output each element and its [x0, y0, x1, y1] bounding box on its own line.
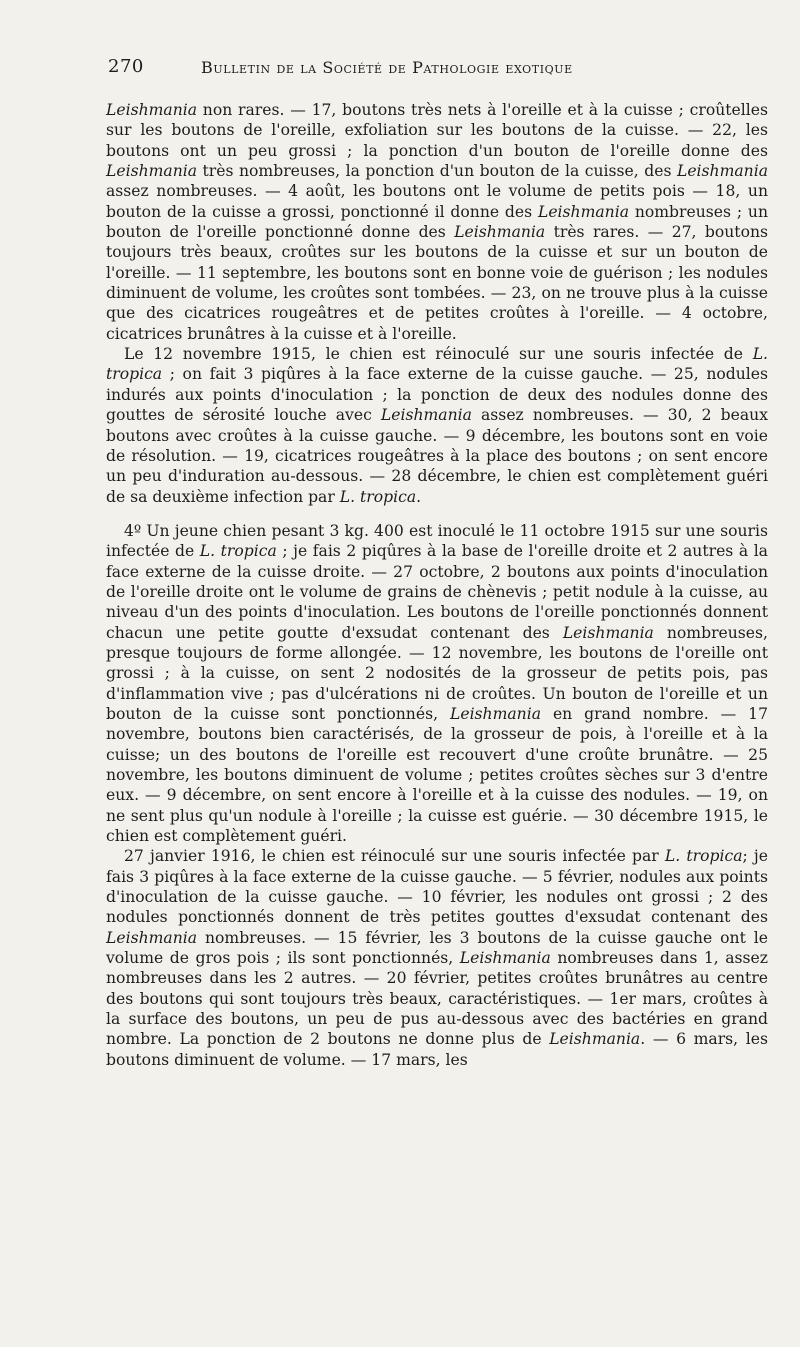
italic-term: L. tropica	[106, 345, 768, 384]
page-header	[108, 56, 768, 84]
page-number: 270	[108, 56, 144, 77]
text-run: nombreuses ; un bouton de l'oreille ponctionné donne des	[106, 202, 768, 242]
text-run: nombreuses. — 15 février, les 3 boutons de la cuisse gauche ont le volume de gros pois ; ils sont ponctionnés,	[106, 928, 768, 968]
running-title: Bulletin de la Société de Pathologie exotique	[201, 58, 573, 77]
body-text	[106, 100, 768, 1070]
text-run: non rares. — 17, boutons très nets à l'oreille et à la cuisse ; croûtelles sur les boutons de l'oreille, exfoliation sur les boutons de la cuisse. — 22, les boutons ont un peu grossi ; la ponction d'un bouton de l'oreille donne des	[106, 101, 768, 160]
paragraph-3	[106, 521, 768, 847]
text-run: .	[416, 487, 422, 506]
italic-term: Leishmania	[106, 101, 198, 119]
paragraph-1	[106, 100, 768, 344]
text-run: nombreuses dans 1, assez nombreuses dans les 2 autres. — 20 février, petites croûtes brunâtres au centre des boutons qui sont toujours très beaux, caractéristiques. — 1er mars, croûtes à la surface des boutons, un peu de pus au-dessous avec des bactéries en grand nombre. La ponction de 2 boutons ne donne plus de	[106, 949, 768, 1049]
text-run: ; je fais 2 piqûres à la base de l'oreille droite et 2 autres à la face externe de la cuisse droite. — 27 octobre, 2 boutons aux points d'inoculation de l'oreille droite ont le volume de grains de chènevis ; petit nodule à la cuisse, au niveau d'un des points d'inoculation. Les boutons de l'oreille ponctionnés donnent chacun une petite goutte d'exsudat contenant des	[106, 542, 768, 642]
text-run: en grand nombre. — 17 novembre, boutons bien caractérisés, de la grosseur de pois, à l'oreille et à la cuisse; un des boutons de l'oreille est recouvert d'une croûte brunâtre. — 25 novembre, les boutons diminuent de volume ; petites croûtes sèches sur 3 d'entre eux. — 9 décembre, on sent encore à l'oreille et à la cuisse des nodules. — 19, on ne sent plus qu'un nodule à l'oreille ; la cuisse est guérie. — 30 décembre 1915, le chien est complètement guéri.	[106, 704, 768, 846]
italic-term: Leishmania	[676, 162, 768, 181]
italic-term: Leishmania	[106, 928, 198, 947]
paragraph-2	[106, 344, 768, 507]
text-run: . — 6 mars, les boutons diminuent de volume. — 17 mars, les	[106, 1030, 768, 1069]
text-run: 27 janvier 1916, le chien est réinoculé sur une souris infectée par	[124, 847, 665, 866]
italic-term: Leishmania	[380, 406, 472, 425]
text-run: ; on fait 3 piqûres à la face externe de la cuisse gauche. — 25, nodules indurés aux points d'inoculation ; la ponction de deux des nodules donne des gouttes de sérosité louche avec	[106, 365, 768, 425]
text-run: 4º Un jeune chien pesant 3 kg. 400 est inoculé le 11 octobre 1915 sur une souris infectée de	[106, 521, 768, 561]
text-run: assez nombreuses. — 30, 2 beaux boutons avec croûtes à la cuisse gauche. — 9 décembre, les boutons sont en voie de résolution. — 19, cicatrices rougeâtres à la place des boutons ; on sent encore un peu d'induration au-dessous. — 28 décembre, le chien est complètement guéri de sa deuxième infection par	[106, 406, 768, 506]
text-run: très nombreuses, la ponction d'un bouton de la cuisse, des	[197, 162, 677, 181]
italic-term: Leishmania	[549, 1030, 641, 1049]
italic-term: L. tropica	[339, 487, 417, 506]
italic-term: L. tropica	[664, 847, 743, 866]
italic-term: Leishmania	[454, 223, 546, 242]
italic-term: Leishmania	[562, 623, 654, 642]
text-run: très rares. — 27, boutons toujours très beaux, croûtes sur les boutons de la cuisse et sur un bouton de l'oreille. — 11 septembre, les boutons sont en bonne voie de guérison ; les nodules diminuent de volume, les croûtes sont tombées. — 23, on ne trouve plus à la cuisse que des cicatrices rougeâtres et de petites croûtes à l'oreille. — 4 octobre, cicatrices brunâtres à la cuisse et à l'oreille.	[106, 223, 768, 343]
text-run: Le 12 novembre 1915, le chien est réinoculé sur une souris infectée de	[124, 345, 753, 364]
paragraph-4	[106, 846, 768, 1070]
text-run: nombreuses, presque toujours de forme allongée. — 12 novembre, les boutons de l'oreille ont grossi ; à la cuisse, on sent 2 nodosités de la grosseur de petits pois, pas d'inflammation vive ; pas d'ulcérations ni de croûtes. Un bouton de l'oreille et un bouton de la cuisse sont ponctionnés,	[106, 623, 768, 723]
italic-term: Leishmania	[449, 704, 542, 723]
text-run: assez nombreuses. — 4 août, les boutons ont le volume de petits pois — 18, un bouton de la cuisse a grossi, ponctionné il donne des	[106, 182, 768, 221]
italic-term: Leishmania	[537, 202, 629, 221]
italic-term: Leishmania	[459, 949, 551, 968]
italic-term: L. tropica	[199, 542, 277, 561]
text-run: ; je fais 3 piqûres à la face externe de la cuisse gauche. — 5 février, nodules aux points d'inoculation de la cuisse gauche. — 10 février, les nodules ont grossi ; 2 des nodules ponctionnés donnent de très petites gouttes d'exsudat contenant des	[106, 847, 768, 927]
italic-term: Leishmania	[106, 162, 198, 181]
